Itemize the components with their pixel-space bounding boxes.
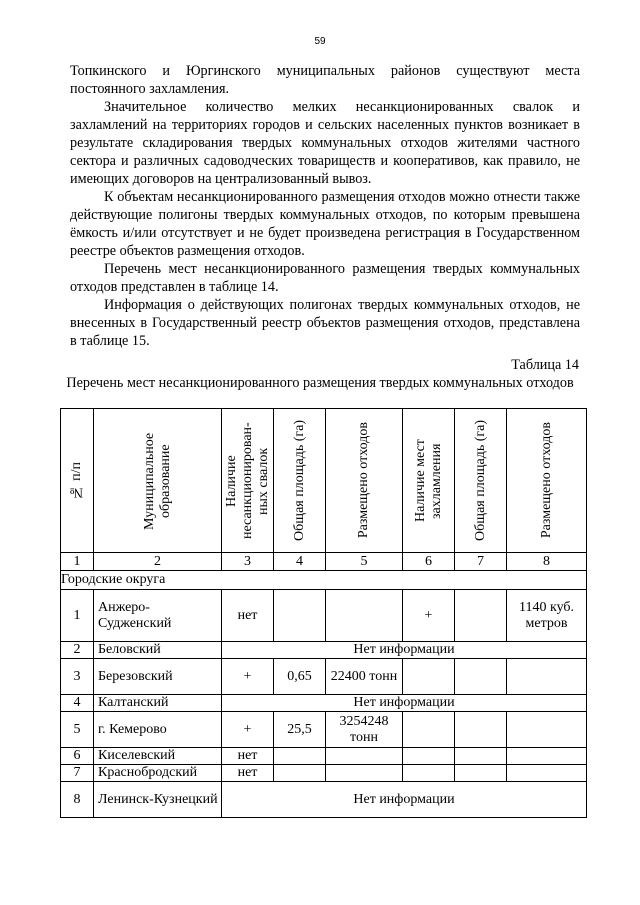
column-number: 4 xyxy=(274,553,326,571)
dumps-cell: нет xyxy=(222,590,274,642)
table-number: Таблица 14 xyxy=(511,357,579,373)
table-row xyxy=(61,695,587,712)
column-number-row xyxy=(61,553,587,571)
column-number: 8 xyxy=(507,553,587,571)
area2-cell xyxy=(455,748,507,765)
waste-sites-table xyxy=(60,408,587,818)
column-number: 2 xyxy=(94,553,222,571)
municipality: Киселевский xyxy=(94,748,222,765)
waste2-cell xyxy=(507,748,587,765)
municipality: Березовский xyxy=(94,659,222,695)
waste2-cell xyxy=(507,659,587,695)
municipality: Ленинск-Кузнецкий xyxy=(94,782,222,818)
no-info-cell: Нет информации xyxy=(222,782,587,818)
area-cell xyxy=(274,748,326,765)
paragraph: К объектам несанкционированного размещения отходов можно отнести также действующие полигоны твердых коммунальных отходов, по которым превышена ёмкость и/или отсутствует и не будет произведена регистрация в Государственном реестре объектов размещения отходов. xyxy=(70,189,580,259)
litter-cell xyxy=(403,712,455,748)
waste2-cell xyxy=(507,712,587,748)
row-number: 8 xyxy=(61,782,94,818)
litter-cell: + xyxy=(403,590,455,642)
header-cell: Общая площадь (га) xyxy=(455,409,507,553)
header-row xyxy=(61,409,587,553)
waste-cell: 3254248 тонн xyxy=(326,712,403,748)
municipality: г. Кемерово xyxy=(94,712,222,748)
header-cell: Общая площадь (га) xyxy=(274,409,326,553)
row-number: 7 xyxy=(61,765,94,782)
table-row xyxy=(61,765,587,782)
waste-cell xyxy=(326,748,403,765)
area2-cell xyxy=(455,712,507,748)
group-row xyxy=(61,571,587,590)
row-number: 6 xyxy=(61,748,94,765)
column-number: 6 xyxy=(403,553,455,571)
area2-cell xyxy=(455,659,507,695)
table-row xyxy=(61,748,587,765)
row-number: 2 xyxy=(61,642,94,659)
municipality: Калтанский xyxy=(94,695,222,712)
group-title: Городские округа xyxy=(61,571,587,590)
area-cell: 0,65 xyxy=(274,659,326,695)
litter-cell xyxy=(403,765,455,782)
row-number: 1 xyxy=(61,590,94,642)
row-number: 3 xyxy=(61,659,94,695)
header-cell: Наличие мест захламления xyxy=(403,409,455,553)
table-row xyxy=(61,590,587,642)
header-cell: Муниципальное образование xyxy=(94,409,222,553)
dumps-cell: нет xyxy=(222,765,274,782)
dumps-cell: + xyxy=(222,659,274,695)
no-info-cell: Нет информации xyxy=(222,695,587,712)
paragraph: Перечень мест несанкционированного размещения твердых коммунальных отходов представлен в таблице 14. xyxy=(70,261,580,295)
paragraph: Информация о действующих полигонах твердых коммунальных отходов, не внесенных в Государственный реестр объектов размещения отходов, представлена в таблице 15. xyxy=(70,297,580,349)
header-cell: Размещено отходов xyxy=(507,409,587,553)
area-cell xyxy=(274,765,326,782)
waste-cell xyxy=(326,765,403,782)
waste2-cell xyxy=(507,765,587,782)
waste-cell xyxy=(326,590,403,642)
area2-cell xyxy=(455,765,507,782)
area-cell: 25,5 xyxy=(274,712,326,748)
municipality: Беловский xyxy=(94,642,222,659)
column-number: 1 xyxy=(61,553,94,571)
row-number: 5 xyxy=(61,712,94,748)
column-number: 3 xyxy=(222,553,274,571)
waste2-cell: 1140 куб. метров xyxy=(507,590,587,642)
dumps-cell: нет xyxy=(222,748,274,765)
body-text xyxy=(70,62,580,350)
area2-cell xyxy=(455,590,507,642)
litter-cell xyxy=(403,748,455,765)
paragraph: Значительное количество мелких несанкционированных свалок и захламлений на территориях городов и сельских населенных пунктов возникает в результате складирования твердых коммунальных отходов жителями частного сектора и различных садоводческих товариществ и кооперативов, как правило, не имеющих договоров на централизованный вывоз. xyxy=(70,99,580,187)
waste-cell: 22400 тонн xyxy=(326,659,403,695)
table-row xyxy=(61,659,587,695)
page-number: 59 xyxy=(314,36,326,47)
table-row xyxy=(61,782,587,818)
column-number: 7 xyxy=(455,553,507,571)
table-row xyxy=(61,642,587,659)
header-cell: Наличие несанкционирован-ных свалок xyxy=(222,409,274,553)
area-cell xyxy=(274,590,326,642)
municipality: Краснобродский xyxy=(94,765,222,782)
column-number: 5 xyxy=(326,553,403,571)
dumps-cell: + xyxy=(222,712,274,748)
litter-cell xyxy=(403,659,455,695)
municipality: Анжеро-Судженский xyxy=(94,590,222,642)
header-cell: Размещено отходов xyxy=(326,409,403,553)
header-cell: № п/п xyxy=(61,409,94,553)
table-caption: Перечень мест несанкционированного размещения твердых коммунальных отходов xyxy=(66,375,574,391)
row-number: 4 xyxy=(61,695,94,712)
no-info-cell: Нет информации xyxy=(222,642,587,659)
paragraph: Топкинского и Юргинского муниципальных районов существуют места постоянного захламления. xyxy=(70,63,580,97)
table-row xyxy=(61,712,587,748)
